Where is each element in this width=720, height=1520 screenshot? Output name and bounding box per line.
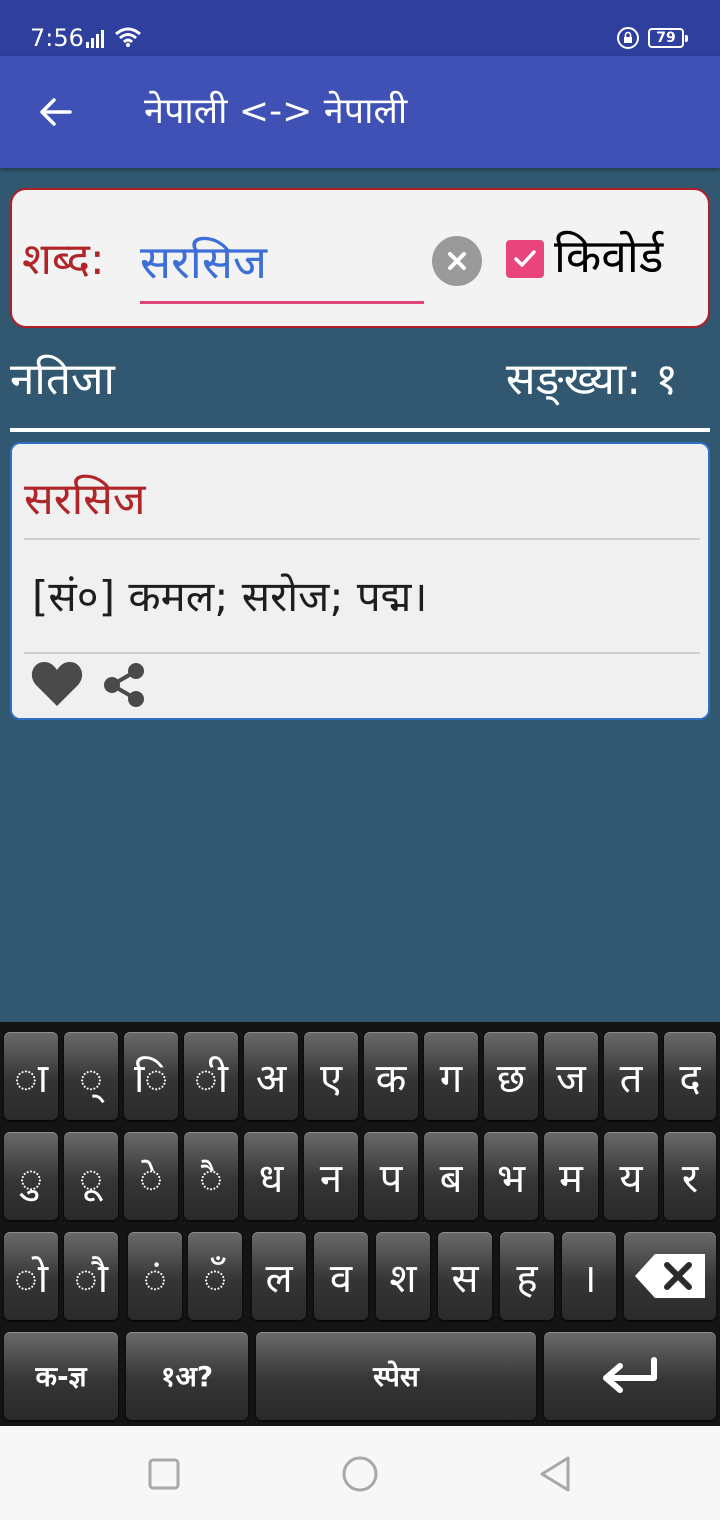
key[interactable]: ा [4, 1032, 58, 1120]
checkmark-icon [511, 245, 539, 273]
backspace-icon [633, 1252, 707, 1300]
keyboard-label[interactable]: किवोर्ड [554, 229, 664, 283]
key[interactable]: ँ [188, 1232, 242, 1320]
home-circle-icon[interactable] [340, 1454, 380, 1494]
symbols-key[interactable]: १अ? [126, 1332, 248, 1420]
clear-icon [445, 249, 469, 273]
key[interactable]: ो [4, 1232, 58, 1320]
key[interactable]: छ [484, 1032, 538, 1120]
consonant-mode-key[interactable]: क-ज्ञ [4, 1332, 118, 1420]
key[interactable]: ज [544, 1032, 598, 1120]
key[interactable]: भ [484, 1132, 538, 1220]
app-bar [0, 56, 720, 168]
key[interactable]: ं [128, 1232, 182, 1320]
key[interactable]: े [124, 1132, 178, 1220]
share-icon[interactable] [100, 662, 148, 708]
search-card [10, 188, 710, 328]
backspace-key[interactable] [624, 1232, 716, 1320]
favorite-heart-icon[interactable] [30, 660, 84, 708]
app-title: नेपाली <-> नेपाली [144, 91, 408, 132]
divider [24, 538, 700, 540]
result-word: सरसिज [24, 474, 146, 525]
status-time: 7:56 [30, 24, 84, 52]
enter-icon [598, 1356, 662, 1396]
key[interactable]: ह [500, 1232, 554, 1320]
key[interactable]: य [604, 1132, 658, 1220]
back-triangle-icon[interactable] [536, 1454, 576, 1494]
key[interactable]: ब [424, 1132, 478, 1220]
wifi-icon [114, 26, 142, 48]
key[interactable]: क [364, 1032, 418, 1120]
key[interactable]: व [314, 1232, 368, 1320]
key[interactable]: ै [184, 1132, 238, 1220]
key[interactable]: अ [244, 1032, 298, 1120]
key[interactable]: ध [244, 1132, 298, 1220]
search-input[interactable] [140, 220, 424, 304]
key[interactable]: ौ [64, 1232, 118, 1320]
enter-key[interactable] [544, 1332, 716, 1420]
battery-indicator: 79 [648, 28, 684, 48]
key[interactable]: ग [424, 1032, 478, 1120]
result-meaning: [सं०] कमल; सरोज; पद्म। [32, 572, 428, 621]
divider [24, 652, 700, 654]
key[interactable]: र [664, 1132, 716, 1220]
arrow-back-icon [38, 94, 74, 130]
space-key[interactable]: स्पेस [256, 1332, 536, 1420]
key[interactable]: स [438, 1232, 492, 1320]
key[interactable]: न [304, 1132, 358, 1220]
results-count: सङ्ख्या: १ [505, 354, 678, 405]
key[interactable]: द [664, 1032, 716, 1120]
lock-rotation-icon [616, 26, 640, 50]
result-card[interactable] [10, 442, 710, 720]
clear-button[interactable] [432, 236, 482, 286]
keyboard-checkbox[interactable] [506, 240, 544, 278]
results-divider [10, 428, 710, 432]
key[interactable]: ू [64, 1132, 118, 1220]
key[interactable]: ल [252, 1232, 306, 1320]
key[interactable]: म [544, 1132, 598, 1220]
results-label: नतिजा [10, 354, 115, 405]
key[interactable]: प [364, 1132, 418, 1220]
key[interactable]: । [562, 1232, 616, 1320]
recents-square-icon[interactable] [144, 1454, 184, 1494]
signal-icon [86, 28, 110, 48]
key[interactable]: श [376, 1232, 430, 1320]
navigation-bar [0, 1426, 720, 1520]
back-button[interactable] [30, 86, 82, 138]
key[interactable]: त [604, 1032, 658, 1120]
key[interactable]: ु [4, 1132, 58, 1220]
status-bar [0, 0, 720, 56]
key[interactable]: ी [184, 1032, 238, 1120]
nepali-keyboard [0, 1022, 720, 1426]
search-label: शब्द: [22, 234, 105, 285]
key[interactable]: ् [64, 1032, 118, 1120]
key[interactable]: ि [124, 1032, 178, 1120]
key[interactable]: ए [304, 1032, 358, 1120]
